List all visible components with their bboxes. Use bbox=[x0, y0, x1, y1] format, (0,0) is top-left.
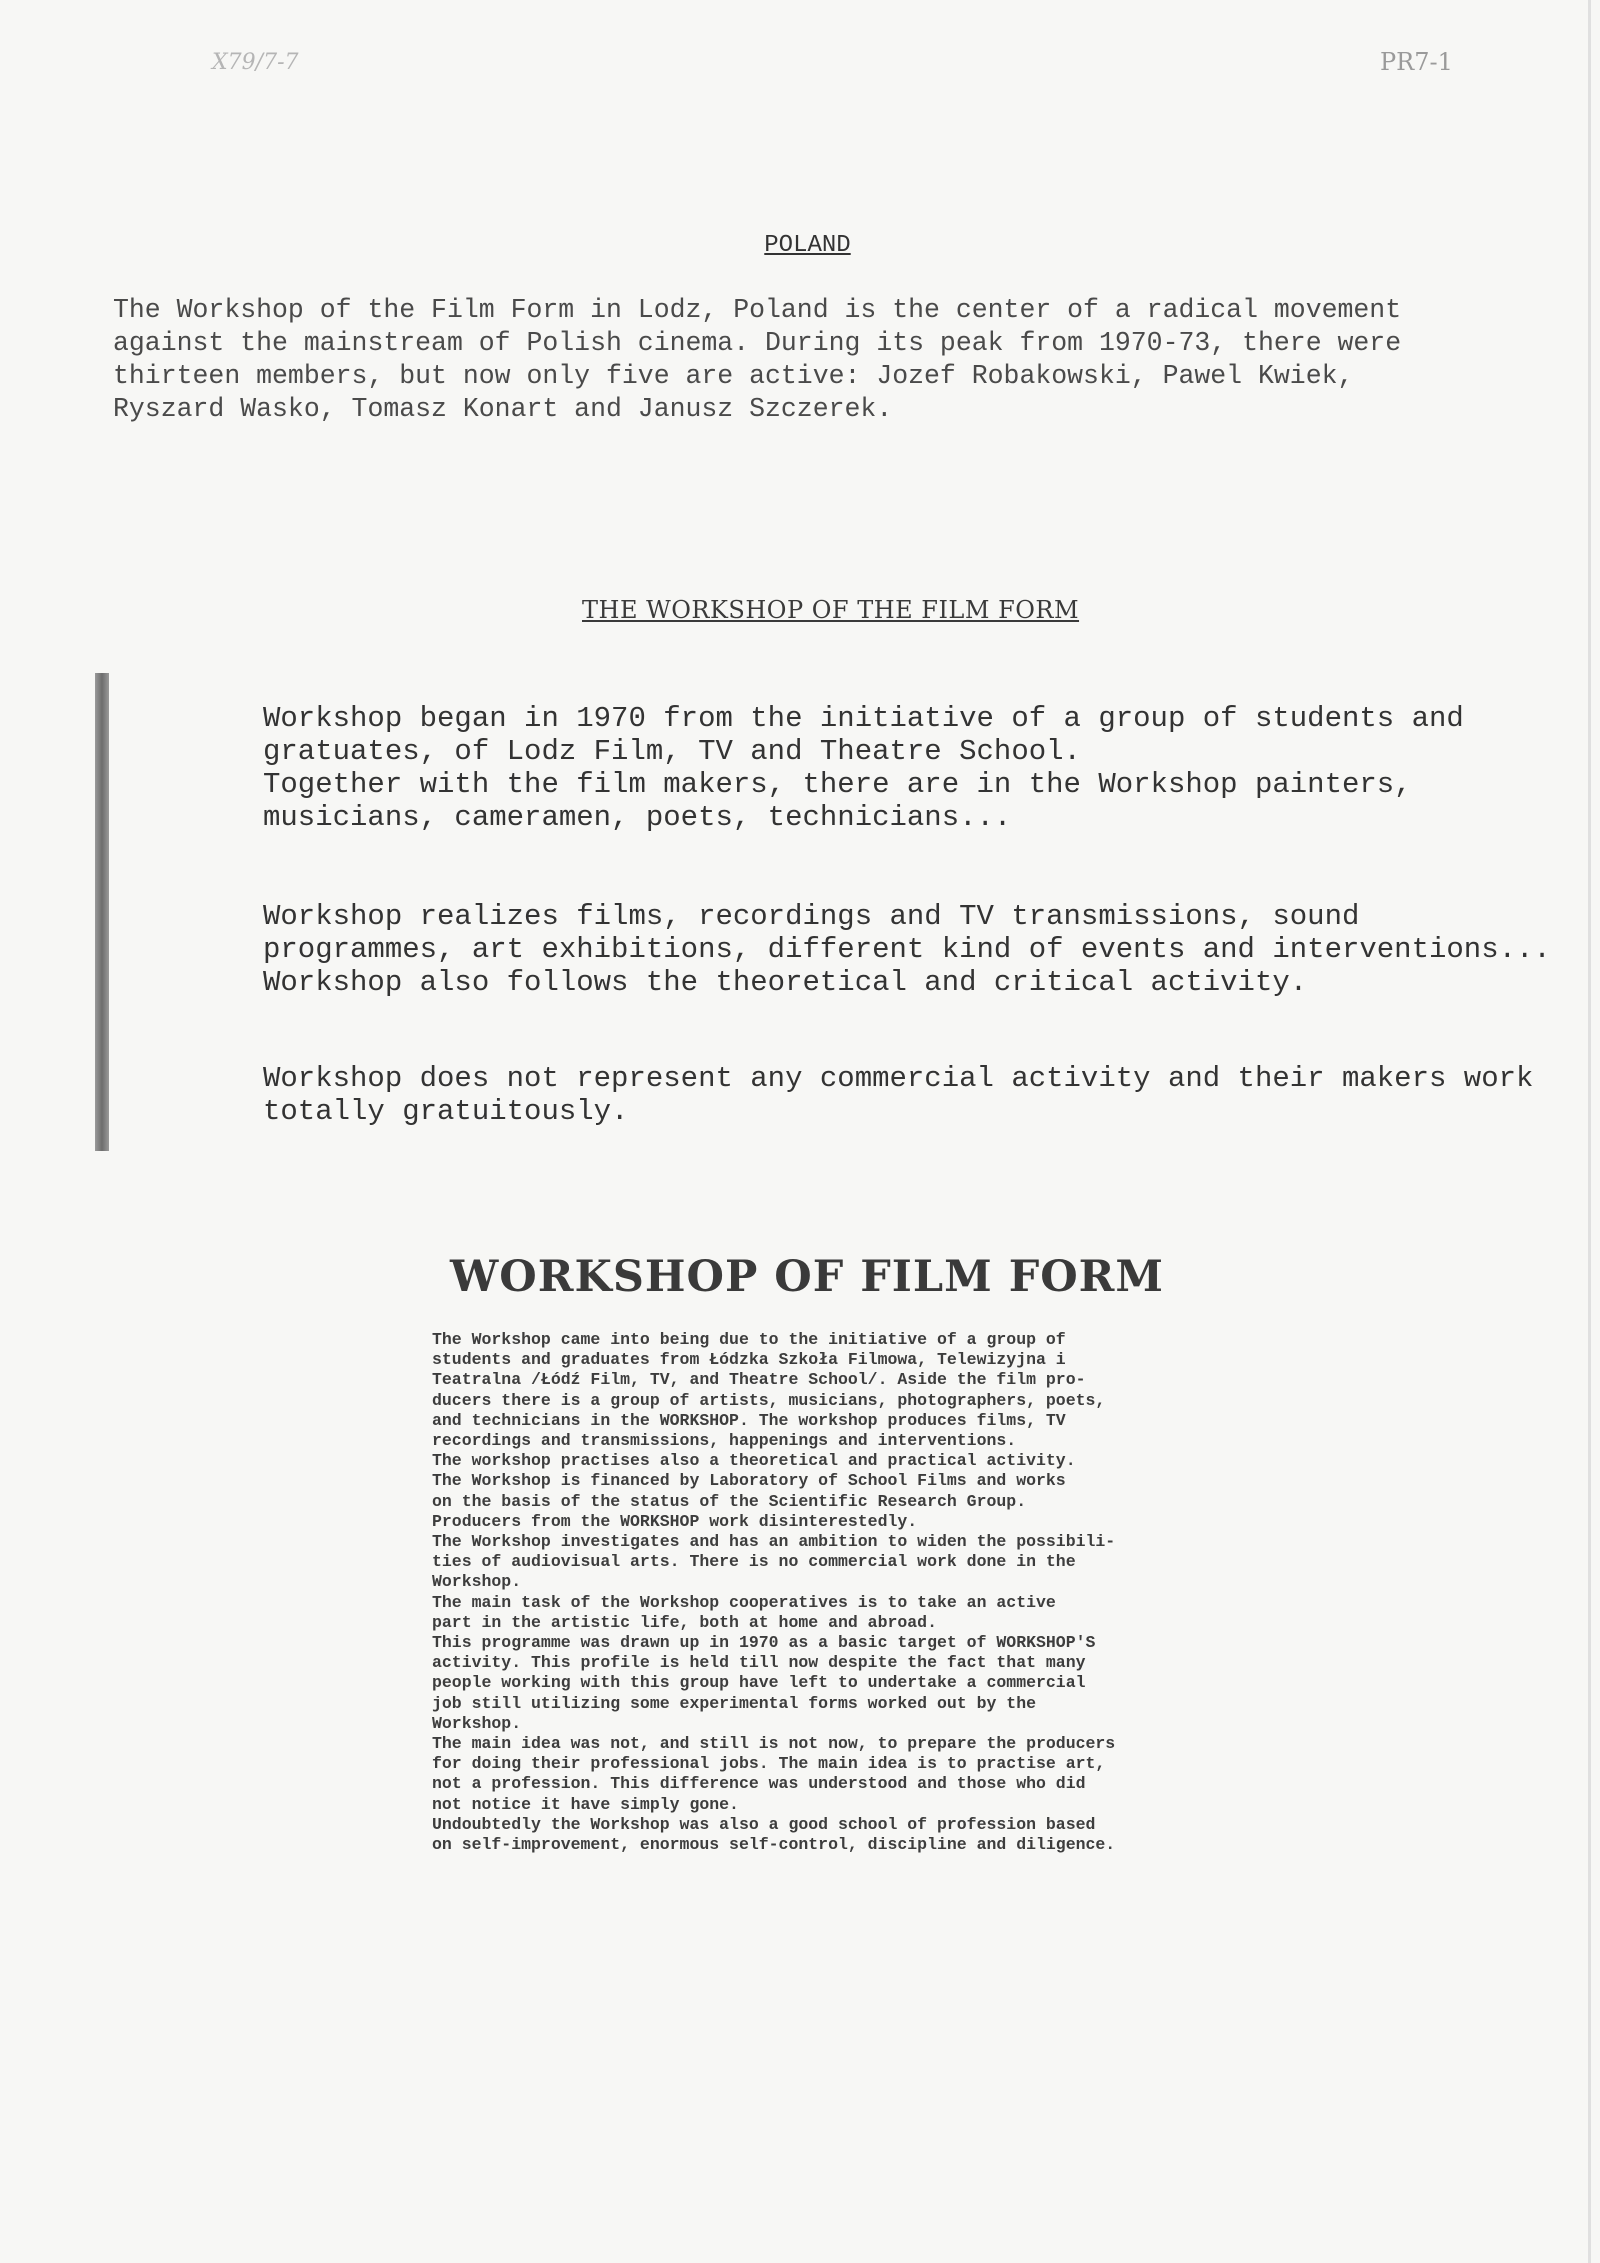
article-line: and technicians in the WORKSHOP. The workshop produces films, TV bbox=[432, 1410, 1066, 1430]
scan-edge bbox=[1588, 0, 1591, 2263]
workshop-paragraph-2 bbox=[263, 900, 1551, 999]
article-line: people working with this group have left to undertake a commercial bbox=[432, 1673, 1086, 1693]
article-line: Undoubtedly the Workshop was also a good school of profession based bbox=[432, 1814, 1096, 1834]
paragraph-line: Workshop also follows the theoretical and critical activity. bbox=[263, 966, 1308, 999]
margin-bar bbox=[95, 673, 109, 1151]
article-line: Workshop. bbox=[432, 1713, 522, 1733]
paragraph-line: Together with the film makers, there are in the Workshop painters, bbox=[263, 768, 1412, 801]
article-line: on the basis of the status of the Scientific Research Group. bbox=[432, 1491, 1027, 1511]
article-line: The Workshop is financed by Laboratory of School Films and works bbox=[432, 1471, 1066, 1491]
reference-number-left: X79/7-7 bbox=[212, 50, 299, 75]
article-line: part in the artistic life, both at home and abroad. bbox=[432, 1612, 937, 1632]
article-line: recordings and transmissions, happenings and interventions. bbox=[432, 1431, 1017, 1451]
article-line: Teatralna /Łódź Film, TV, and Theatre School/. Aside the film pro- bbox=[432, 1370, 1086, 1390]
article-line: ties of audiovisual arts. There is no commercial work done in the bbox=[432, 1552, 1076, 1572]
intro-line: against the mainstream of Polish cinema. During its peak from 1970-73, there were bbox=[113, 328, 1402, 358]
article-line: The main task of the Workshop cooperatives is to take an active bbox=[432, 1592, 1056, 1612]
article-line: activity. This profile is held till now despite the fact that many bbox=[432, 1653, 1086, 1673]
article-line: The Workshop investigates and has an ambition to widen the possibili- bbox=[432, 1532, 1116, 1552]
article-line: Producers from the WORKSHOP work disinterestedly. bbox=[432, 1511, 918, 1531]
article-line: This programme was drawn up in 1970 as a basic target of WORKSHOP'S bbox=[432, 1633, 1096, 1653]
article-body bbox=[432, 1330, 1252, 1855]
article-line: not notice it have simply gone. bbox=[432, 1794, 739, 1814]
article-line: Workshop. bbox=[432, 1572, 522, 1592]
article-line: for doing their professional jobs. The main idea is to practise art, bbox=[432, 1754, 1106, 1774]
article-line: not a profession. This difference was understood and those who did bbox=[432, 1774, 1086, 1794]
article-line: The main idea was not, and still is not now, to prepare the producers bbox=[432, 1734, 1116, 1754]
article-line: The Workshop came into being due to the initiative of a group of bbox=[432, 1330, 1066, 1349]
intro-line: The Workshop of the Film Form in Lodz, Poland is the center of a radical movement bbox=[113, 295, 1402, 325]
workshop-paragraph-1 bbox=[263, 702, 1513, 834]
article-line: job still utilizing some experimental forms worked out by the bbox=[432, 1693, 1036, 1713]
article-line: on self-improvement, enormous self-control, discipline and diligence. bbox=[432, 1835, 1116, 1855]
paragraph-line: gratuates, of Lodz Film, TV and Theatre School. bbox=[263, 735, 1081, 768]
article-title: WORKSHOP OF FILM FORM bbox=[450, 1252, 1165, 1302]
paragraph-line: musicians, cameramen, poets, technicians... bbox=[263, 801, 1012, 834]
paragraph-line: Workshop began in 1970 from the initiative of a group of students and bbox=[263, 702, 1464, 735]
article-line: The workshop practises also a theoretical and practical activity. bbox=[432, 1451, 1076, 1471]
intro-line: Ryszard Wasko, Tomasz Konart and Janusz Szczerek. bbox=[113, 394, 893, 424]
paragraph-line: Workshop realizes films, recordings and TV transmissions, sound bbox=[263, 900, 1360, 933]
paragraph-line: programmes, art exhibitions, different kind of events and interventions... bbox=[263, 933, 1551, 966]
paragraph-line: totally gratuitously. bbox=[263, 1095, 629, 1128]
article-line: students and graduates from Łódzka Szkoła Filmowa, Telewizyjna i bbox=[432, 1350, 1066, 1370]
article-line: ducers there is a group of artists, musicians, photographers, poets, bbox=[432, 1390, 1106, 1410]
workshop-heading: THE WORKSHOP OF THE FILM FORM bbox=[582, 596, 1080, 624]
intro-line: thirteen members, but now only five are active: Jozef Robakowski, Pawel Kwiek, bbox=[113, 361, 1354, 391]
reference-number-right: PR7-1 bbox=[1380, 48, 1453, 76]
workshop-paragraph-3 bbox=[263, 1062, 1534, 1128]
poland-intro bbox=[113, 294, 1493, 426]
paragraph-line: Workshop does not represent any commercial activity and their makers work bbox=[263, 1062, 1534, 1095]
poland-heading: POLAND bbox=[764, 232, 851, 259]
